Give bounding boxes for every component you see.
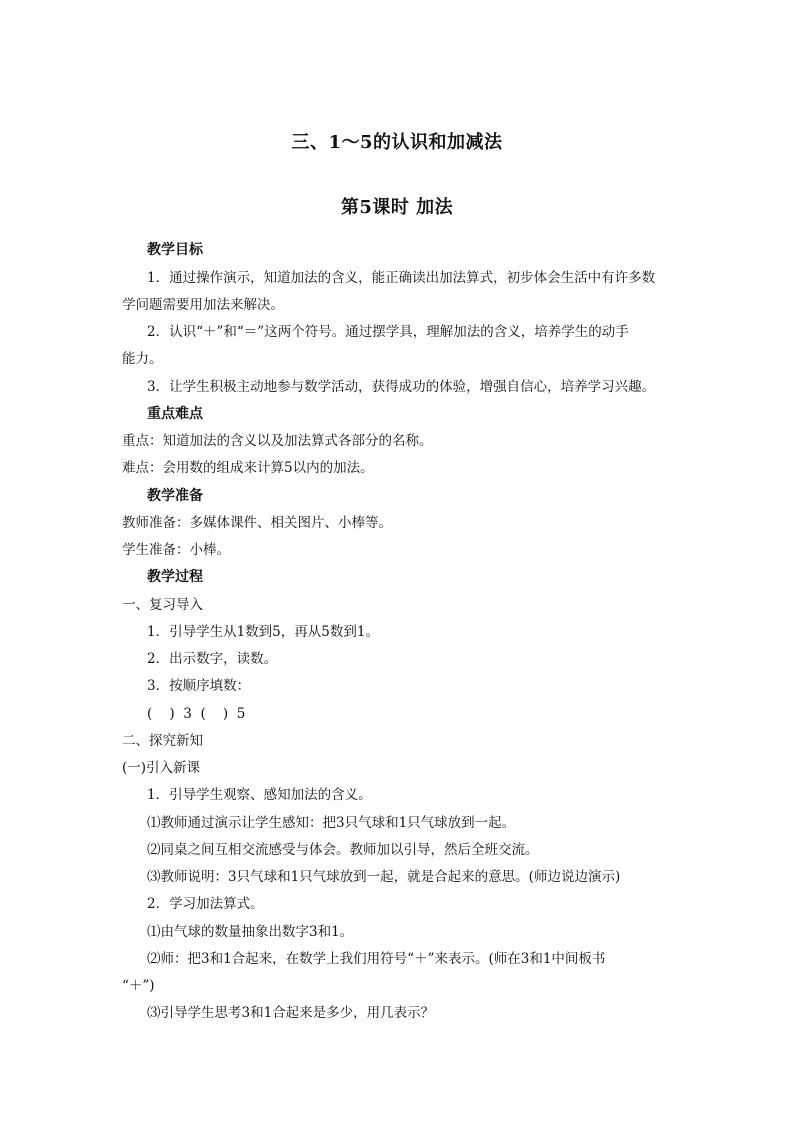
objective-2-line-2: 能力。 xyxy=(122,351,163,367)
difficulty-text: 难点：会用数的组成来计算5以内的加法。 xyxy=(122,460,374,476)
key-points-heading: 重点难点 xyxy=(147,406,203,422)
subsection-1-title: (一)引入新课 xyxy=(122,760,201,776)
part-2-title: 二、探究新知 xyxy=(122,733,203,749)
objective-3: 3．让学生积极主动地参与数学活动，获得成功的体验，增强自信心，培养学习兴趣。 xyxy=(147,379,656,395)
preparation-heading: 教学准备 xyxy=(147,488,203,504)
teacher-preparation: 教师准备：多媒体课件、相关图片、小棒等。 xyxy=(122,515,392,531)
new-lesson-item-2b-line-1: ⑵师：把3和1合起来，在数学上我们用符号“＋”来表示。(师在3和1中间板书 xyxy=(147,951,606,967)
review-item-2: 2．出示数字，读数。 xyxy=(147,651,278,667)
new-lesson-item-1a: ⑴教师通过演示让学生感知：把3只气球和1只气球放到一起。 xyxy=(147,815,516,831)
lesson-subtitle: 第5课时 加法 xyxy=(340,197,454,218)
review-item-1: 1．引导学生从1数到5，再从5数到1。 xyxy=(147,624,379,640)
objective-1-line-1: 1．通过操作演示，知道加法的含义，能正确读出加法算式，初步体会生活中有许多数 xyxy=(147,270,656,286)
new-lesson-item-1: 1．引导学生观察、感知加法的含义。 xyxy=(147,787,372,803)
new-lesson-item-2b-line-2: “＋”) xyxy=(122,978,155,994)
objective-2-line-1: 2．认识“＋”和“＝”这两个符号。通过摆学具，理解加法的含义，培养学生的动手 xyxy=(147,324,629,340)
key-point-text: 重点：知道加法的含义以及加法算式各部分的名称。 xyxy=(122,433,433,449)
new-lesson-item-1c: ⑶教师说明：3只气球和1只气球放到一起，就是合起来的意思。(师边说边演示) xyxy=(147,869,621,885)
review-item-3: 3．按顺序填数： xyxy=(147,678,251,694)
fill-blank-sequence: ( ) 3 ( ) 5 xyxy=(147,706,246,722)
new-lesson-item-2: 2．学习加法算式。 xyxy=(147,896,264,912)
part-1-title: 一、复习导入 xyxy=(122,597,203,613)
new-lesson-item-2a: ⑴由气球的数量抽象出数字3和1。 xyxy=(147,924,354,940)
student-preparation: 学生准备：小棒。 xyxy=(122,542,230,558)
document-title: 三、1～5的认识和加减法 xyxy=(291,132,503,153)
objectives-heading: 教学目标 xyxy=(147,242,203,258)
new-lesson-item-1b: ⑵同桌之间互相交流感受与体会。教师加以引导，然后全班交流。 xyxy=(147,842,539,858)
new-lesson-item-2c: ⑶引导学生思考3和1合起来是多少，用几表示？ xyxy=(147,1005,435,1021)
process-heading: 教学过程 xyxy=(147,569,203,585)
objective-1-line-2: 学问题需要用加法来解决。 xyxy=(122,297,284,313)
